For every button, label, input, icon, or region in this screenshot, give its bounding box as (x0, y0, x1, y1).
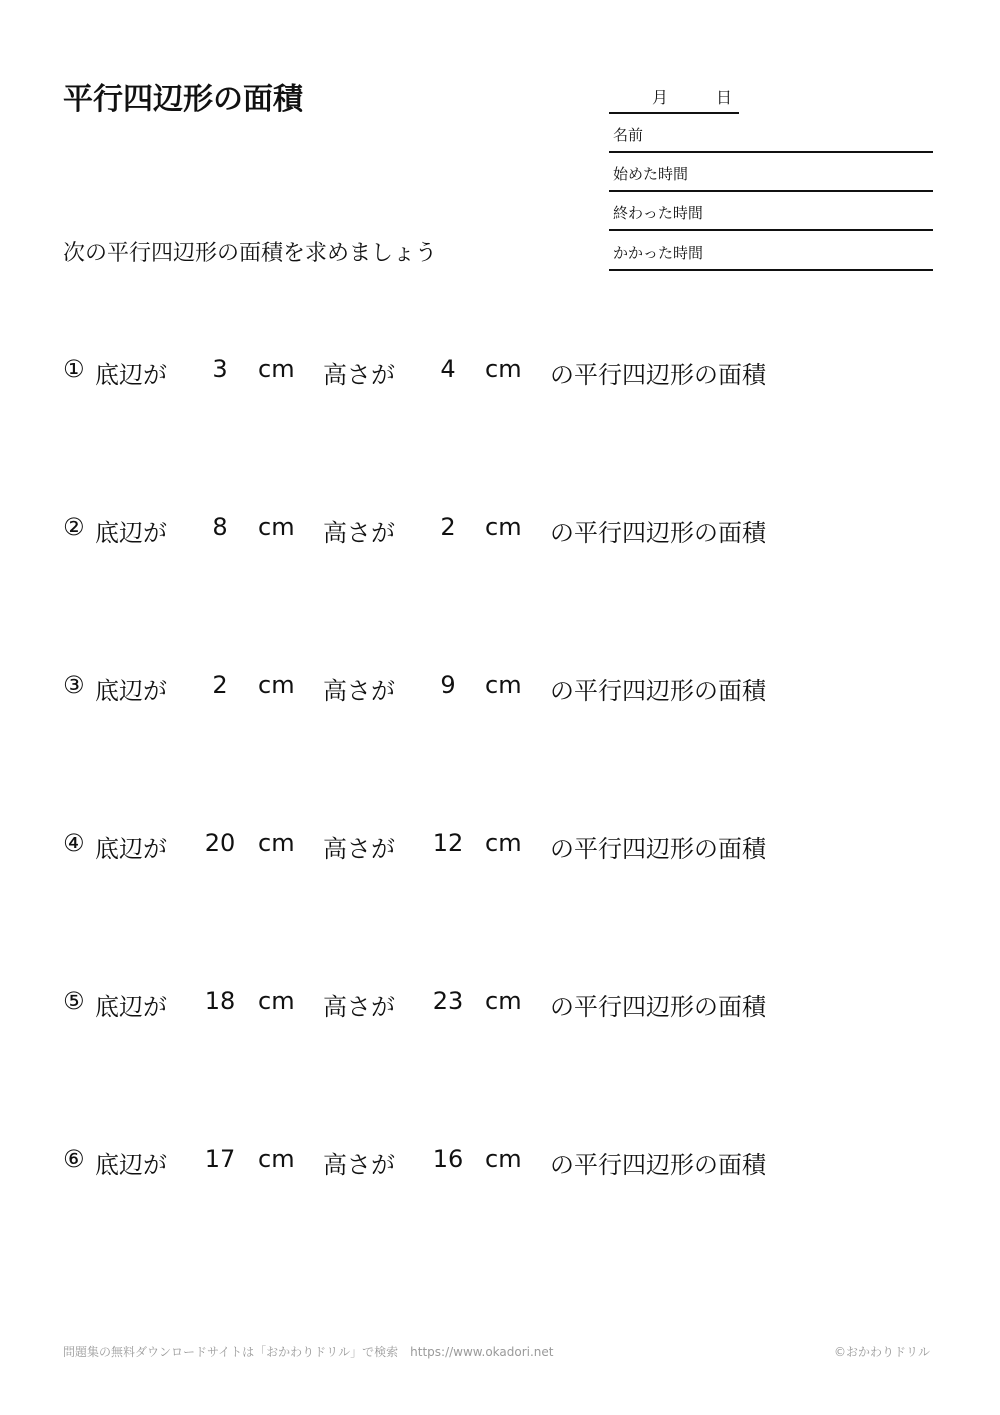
height-unit: cm (485, 829, 522, 857)
problem-6 (0, 1145, 1000, 1185)
day-label: 日 (716, 88, 733, 107)
problem-number: ⑤ (63, 987, 85, 1015)
problem-number: ⑥ (63, 1145, 85, 1173)
base-unit: cm (258, 829, 295, 857)
problem-2 (0, 513, 1000, 553)
end-time-field[interactable] (609, 192, 933, 231)
problem-number: ① (63, 355, 85, 383)
base-label: 底辺が (95, 993, 167, 1021)
height-label: 高さが (323, 519, 395, 547)
problem-tail: の平行四辺形の面積 (550, 835, 766, 863)
problem-number: ② (63, 513, 85, 541)
base-value: 2 (212, 671, 228, 699)
end-time-field-label: 終わった時間 (613, 204, 703, 222)
problem-tail: の平行四辺形の面積 (550, 361, 766, 389)
instruction-text: 次の平行四辺形の面積を求めましょう (63, 241, 438, 266)
height-value: 9 (440, 671, 456, 699)
base-value: 20 (204, 829, 236, 857)
height-unit: cm (485, 671, 522, 699)
base-unit: cm (258, 987, 295, 1015)
base-label: 底辺が (95, 361, 167, 389)
problem-3 (0, 671, 1000, 711)
problem-4 (0, 829, 1000, 869)
height-unit: cm (485, 355, 522, 383)
page-title: 平行四辺形の面積 (63, 82, 303, 117)
problem-1 (0, 355, 1000, 395)
height-value: 23 (432, 987, 464, 1015)
base-value: 3 (212, 355, 228, 383)
elapsed-time-field-label: かかった時間 (613, 244, 704, 262)
base-unit: cm (258, 513, 295, 541)
height-label: 高さが (323, 1151, 395, 1179)
height-value: 16 (432, 1145, 464, 1173)
base-label: 底辺が (95, 1151, 167, 1179)
height-label: 高さが (323, 835, 395, 863)
footer-site-info: 問題集の無料ダウンロードサイトは「おかわりドリル」で検索 https://www.okadori.net (63, 1345, 554, 1359)
base-unit: cm (258, 1145, 295, 1173)
base-label: 底辺が (95, 677, 167, 705)
problem-tail: の平行四辺形の面積 (550, 519, 766, 547)
height-unit: cm (485, 987, 522, 1015)
elapsed-time-field[interactable] (609, 232, 933, 271)
height-unit: cm (485, 1145, 522, 1173)
base-value: 17 (204, 1145, 236, 1173)
name-field-label: 名前 (613, 126, 644, 144)
problem-tail: の平行四辺形の面積 (550, 677, 766, 705)
problem-tail: の平行四辺形の面積 (550, 1151, 766, 1179)
base-value: 18 (204, 987, 236, 1015)
problem-5 (0, 987, 1000, 1027)
month-label: 月 (652, 88, 669, 107)
start-time-field-label: 始めた時間 (613, 165, 689, 183)
problem-tail: の平行四辺形の面積 (550, 993, 766, 1021)
name-field[interactable] (609, 114, 933, 153)
base-value: 8 (212, 513, 228, 541)
height-value: 4 (440, 355, 456, 383)
base-label: 底辺が (95, 835, 167, 863)
problem-number: ③ (63, 671, 85, 699)
problem-number: ④ (63, 829, 85, 857)
height-label: 高さが (323, 993, 395, 1021)
base-unit: cm (258, 355, 295, 383)
height-label: 高さが (323, 361, 395, 389)
footer-copyright: ©おかわりドリル (833, 1345, 930, 1359)
base-unit: cm (258, 671, 295, 699)
start-time-field[interactable] (609, 153, 933, 192)
base-label: 底辺が (95, 519, 167, 547)
height-unit: cm (485, 513, 522, 541)
height-value: 12 (432, 829, 464, 857)
height-value: 2 (440, 513, 456, 541)
height-label: 高さが (323, 677, 395, 705)
